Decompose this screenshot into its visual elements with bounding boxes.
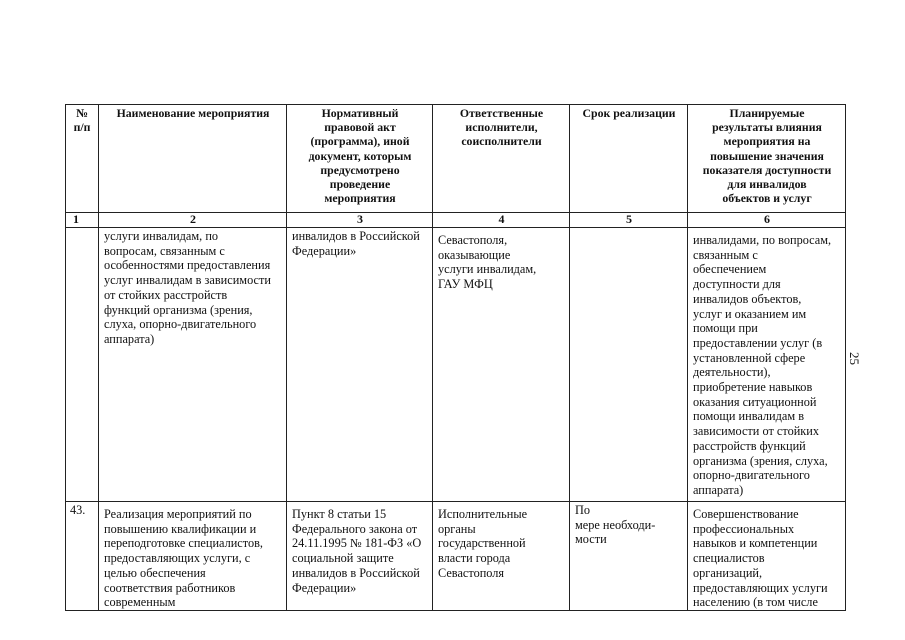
column-number: 3 xyxy=(357,213,363,226)
legal-act-cell: Пункт 8 статьи 15 Федерального закона от 24.11.1995 № 181-ФЗ «О социальной защите инвалидов в Российской Федерации» xyxy=(292,507,422,595)
header-executors: Ответственные исполнители, соисполнители xyxy=(459,106,544,149)
row-number xyxy=(65,228,99,501)
planned-results-cell: Совершенствование профессиональных навыков и компетенции специалистов организаций, предоставляющих услуги населению (в том числе xyxy=(693,507,828,610)
legal-act-cell: инвалидов в Российской Федерации» xyxy=(292,229,420,258)
page-number: 25 xyxy=(847,352,862,365)
measure-name-cell: Реализация мероприятий по повышению квалификации и переподготовке специалистов, предоставляющих услуги, с целью обеспечения соответствия работников современным xyxy=(104,507,264,610)
executors-cell: Севастополя, оказывающие услуги инвалидам, ГАУ МФЦ xyxy=(438,233,537,292)
column-number: 6 xyxy=(764,213,770,226)
executors-cell: Исполнительные органы государственной власти города Севастополя xyxy=(438,507,528,580)
header-legal-act: Нормативный правовой акт (программа), иной документ, которым предусмотрено проведение мероприятия xyxy=(308,106,412,206)
table-border xyxy=(65,610,846,611)
header-planned-results: Планируемые результаты влияния мероприятия на повышение значения показателя доступности для инвалидов объектов и услуг xyxy=(702,106,832,206)
column-number: 5 xyxy=(626,213,632,226)
header-number: № п/п xyxy=(73,106,91,135)
column-number: 1 xyxy=(73,213,79,226)
term-cell: По мере необходи- мости xyxy=(575,503,656,547)
header-term: Срок реализации xyxy=(582,106,676,120)
column-number: 4 xyxy=(498,213,505,226)
row-number: 43. xyxy=(70,503,86,517)
measure-name-cell: услуги инвалидам, по вопросам, связанным с особенностями предоставления услуг инвалидам в зависимости от стойких расстройств функций организма (зрения, слуха, опорно-двигательного аппарата) xyxy=(104,229,271,346)
header-measure-name: Наименование мероприятия xyxy=(116,106,270,120)
term-cell xyxy=(570,228,688,501)
planned-results-cell: инвалидами, по вопросам, связанным с обеспечением доступности для инвалидов объектов, услуг и оказанием им помощи при предоставлении услуг (в установленной сфере деятельности), приобретение навыков оказания ситуационной помощи инвалидам в зависимости от стойких расстройств функций организма (зрения, слуха, опорно-двигательного аппарата) xyxy=(693,233,832,497)
measures-table xyxy=(65,104,846,611)
column-number: 2 xyxy=(190,213,196,226)
